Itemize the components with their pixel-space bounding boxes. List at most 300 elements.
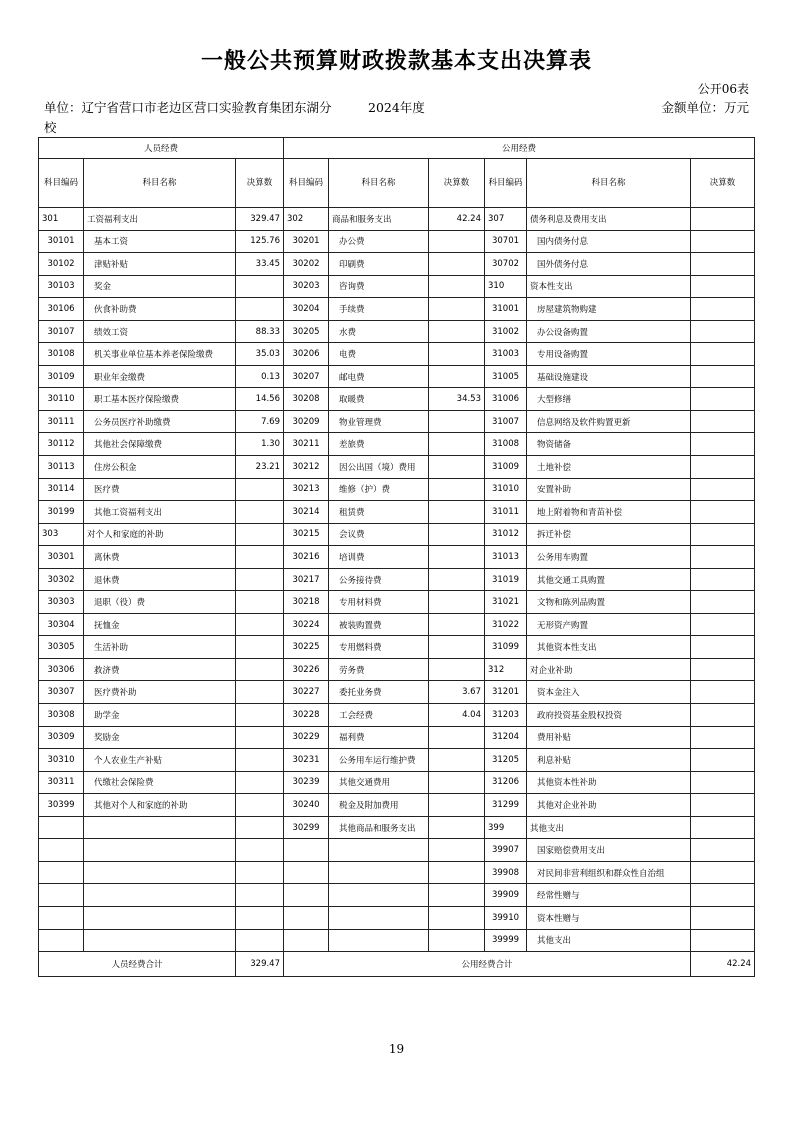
public-a-name-cell: 因公出国（境）费用 bbox=[329, 456, 429, 479]
public-a-code-cell: 30211 bbox=[284, 433, 329, 456]
public-a-code-cell: 30206 bbox=[284, 343, 329, 366]
public-a-name-cell: 专用燃料费 bbox=[329, 636, 429, 659]
personnel-name-cell bbox=[84, 884, 236, 907]
public-b-code-cell: 312 bbox=[485, 658, 527, 681]
public-b-amount-cell bbox=[691, 658, 755, 681]
personnel-code-cell: 30103 bbox=[39, 275, 84, 298]
public-a-name-cell: 其他交通费用 bbox=[329, 771, 429, 794]
public-a-code-cell: 30240 bbox=[284, 794, 329, 817]
personnel-name-cell: 工资福利支出 bbox=[84, 208, 236, 231]
public-a-amount-cell bbox=[429, 343, 485, 366]
personnel-name-cell: 其他社会保障缴费 bbox=[84, 433, 236, 456]
personnel-amount-cell: 125.76 bbox=[236, 230, 284, 253]
personnel-name-cell bbox=[84, 906, 236, 929]
reporting-unit: 单位：辽宁省营口市老边区营口实验教育集团东湖分校 bbox=[44, 100, 332, 135]
public-a-amount-cell bbox=[429, 365, 485, 388]
personnel-name-cell: 助学金 bbox=[84, 704, 236, 727]
public-a-name-cell bbox=[329, 861, 429, 884]
public-a-amount-cell: 34.53 bbox=[429, 388, 485, 411]
public-b-name-cell: 信息网络及软件购置更新 bbox=[527, 410, 691, 433]
public-b-code-cell: 39999 bbox=[485, 929, 527, 952]
public-b-amount-cell bbox=[691, 433, 755, 456]
personnel-code-cell: 30107 bbox=[39, 320, 84, 343]
public-b-amount-cell bbox=[691, 456, 755, 479]
personnel-amount-cell bbox=[236, 704, 284, 727]
public-a-amount-cell bbox=[429, 478, 485, 501]
personnel-total-amount: 329.47 bbox=[236, 952, 284, 977]
public-a-amount-cell: 42.24 bbox=[429, 208, 485, 231]
personnel-name-cell bbox=[84, 839, 236, 862]
header-name: 科目名称 bbox=[527, 159, 691, 208]
public-a-code-cell: 30201 bbox=[284, 230, 329, 253]
personnel-name-cell: 公务员医疗补助缴费 bbox=[84, 410, 236, 433]
table-row bbox=[39, 546, 755, 569]
public-b-name-cell: 其他支出 bbox=[527, 929, 691, 952]
personnel-code-cell: 30303 bbox=[39, 591, 84, 614]
table-row bbox=[39, 388, 755, 411]
public-a-amount-cell bbox=[429, 906, 485, 929]
public-b-name-cell: 其他支出 bbox=[527, 816, 691, 839]
public-a-amount-cell bbox=[429, 816, 485, 839]
public-a-name-cell: 咨询费 bbox=[329, 275, 429, 298]
personnel-name-cell: 津贴补贴 bbox=[84, 253, 236, 276]
header-name: 科目名称 bbox=[84, 159, 236, 208]
public-a-amount-cell bbox=[429, 410, 485, 433]
public-b-code-cell: 39910 bbox=[485, 906, 527, 929]
personnel-amount-cell bbox=[236, 523, 284, 546]
personnel-amount-cell bbox=[236, 658, 284, 681]
personnel-code-cell: 303 bbox=[39, 523, 84, 546]
public-b-code-cell: 31003 bbox=[485, 343, 527, 366]
public-a-name-cell: 差旅费 bbox=[329, 433, 429, 456]
personnel-name-cell: 绩效工资 bbox=[84, 320, 236, 343]
table-row bbox=[39, 343, 755, 366]
personnel-name-cell: 其他对个人和家庭的补助 bbox=[84, 794, 236, 817]
table-row bbox=[39, 456, 755, 479]
public-b-code-cell: 31022 bbox=[485, 613, 527, 636]
expenditure-table bbox=[38, 137, 755, 977]
personnel-amount-cell bbox=[236, 906, 284, 929]
public-a-code-cell: 30225 bbox=[284, 636, 329, 659]
public-a-name-cell: 劳务费 bbox=[329, 658, 429, 681]
public-a-amount-cell bbox=[429, 275, 485, 298]
public-a-amount-cell bbox=[429, 501, 485, 524]
public-b-amount-cell bbox=[691, 388, 755, 411]
public-b-code-cell: 31206 bbox=[485, 771, 527, 794]
table-row bbox=[39, 568, 755, 591]
personnel-amount-cell bbox=[236, 861, 284, 884]
public-b-name-cell: 房屋建筑物购建 bbox=[527, 298, 691, 321]
table-row bbox=[39, 591, 755, 614]
personnel-name-cell: 其他工资福利支出 bbox=[84, 501, 236, 524]
public-a-name-cell bbox=[329, 884, 429, 907]
public-b-name-cell: 其他资本性支出 bbox=[527, 636, 691, 659]
public-b-amount-cell bbox=[691, 726, 755, 749]
public-a-code-cell: 30202 bbox=[284, 253, 329, 276]
personnel-code-cell: 30311 bbox=[39, 771, 84, 794]
personnel-total-label: 人员经费合计 bbox=[39, 952, 236, 977]
table-row bbox=[39, 613, 755, 636]
personnel-code-cell: 30112 bbox=[39, 433, 84, 456]
public-b-code-cell: 31021 bbox=[485, 591, 527, 614]
public-b-amount-cell bbox=[691, 636, 755, 659]
public-a-name-cell: 租赁费 bbox=[329, 501, 429, 524]
personnel-amount-cell bbox=[236, 794, 284, 817]
header-code: 科目编码 bbox=[39, 159, 84, 208]
public-a-name-cell: 电费 bbox=[329, 343, 429, 366]
public-b-amount-cell bbox=[691, 343, 755, 366]
personnel-amount-cell: 35.03 bbox=[236, 343, 284, 366]
personnel-amount-cell bbox=[236, 636, 284, 659]
public-a-amount-cell bbox=[429, 253, 485, 276]
personnel-amount-cell: 23.21 bbox=[236, 456, 284, 479]
public-b-amount-cell bbox=[691, 771, 755, 794]
public-b-amount-cell bbox=[691, 546, 755, 569]
public-a-name-cell: 印刷费 bbox=[329, 253, 429, 276]
public-a-code-cell: 30208 bbox=[284, 388, 329, 411]
public-a-amount-cell bbox=[429, 839, 485, 862]
public-a-code-cell bbox=[284, 906, 329, 929]
column-header-row bbox=[39, 159, 755, 208]
table-row bbox=[39, 501, 755, 524]
section-header-row bbox=[39, 138, 755, 159]
public-b-name-cell: 物资储备 bbox=[527, 433, 691, 456]
public-b-amount-cell bbox=[691, 320, 755, 343]
personnel-name-cell: 奖金 bbox=[84, 275, 236, 298]
public-b-code-cell: 31205 bbox=[485, 749, 527, 772]
table-row bbox=[39, 658, 755, 681]
table-row bbox=[39, 253, 755, 276]
public-a-amount-cell bbox=[429, 591, 485, 614]
public-b-code-cell: 31099 bbox=[485, 636, 527, 659]
public-b-amount-cell bbox=[691, 906, 755, 929]
personnel-code-cell: 30301 bbox=[39, 546, 84, 569]
public-b-code-cell: 30702 bbox=[485, 253, 527, 276]
public-b-name-cell: 债务利息及费用支出 bbox=[527, 208, 691, 231]
public-a-name-cell: 其他商品和服务支出 bbox=[329, 816, 429, 839]
personnel-name-cell: 基本工资 bbox=[84, 230, 236, 253]
public-b-name-cell: 对民间非营利组织和群众性自治组 bbox=[527, 861, 691, 884]
personnel-name-cell: 离休费 bbox=[84, 546, 236, 569]
public-a-code-cell: 30215 bbox=[284, 523, 329, 546]
public-b-amount-cell bbox=[691, 839, 755, 862]
personnel-amount-cell bbox=[236, 839, 284, 862]
public-b-amount-cell bbox=[691, 275, 755, 298]
personnel-code-cell: 30102 bbox=[39, 253, 84, 276]
public-b-name-cell: 资本性支出 bbox=[527, 275, 691, 298]
personnel-code-cell bbox=[39, 929, 84, 952]
public-b-name-cell: 其他交通工具购置 bbox=[527, 568, 691, 591]
public-a-amount-cell bbox=[429, 320, 485, 343]
personnel-name-cell: 机关事业单位基本养老保险缴费 bbox=[84, 343, 236, 366]
public-a-code-cell: 302 bbox=[284, 208, 329, 231]
public-a-amount-cell: 4.04 bbox=[429, 704, 485, 727]
section-public: 公用经费 bbox=[284, 138, 755, 159]
public-a-name-cell: 物业管理费 bbox=[329, 410, 429, 433]
table-row bbox=[39, 794, 755, 817]
public-b-code-cell: 31007 bbox=[485, 410, 527, 433]
public-b-amount-cell bbox=[691, 208, 755, 231]
table-row bbox=[39, 681, 755, 704]
public-b-code-cell: 31203 bbox=[485, 704, 527, 727]
public-b-name-cell: 土地补偿 bbox=[527, 456, 691, 479]
table-row bbox=[39, 275, 755, 298]
personnel-code-cell: 30108 bbox=[39, 343, 84, 366]
personnel-amount-cell bbox=[236, 681, 284, 704]
personnel-code-cell bbox=[39, 861, 84, 884]
personnel-code-cell: 30110 bbox=[39, 388, 84, 411]
personnel-amount-cell: 329.47 bbox=[236, 208, 284, 231]
public-b-code-cell: 31201 bbox=[485, 681, 527, 704]
public-b-amount-cell bbox=[691, 568, 755, 591]
table-row bbox=[39, 816, 755, 839]
table-row bbox=[39, 726, 755, 749]
public-b-amount-cell bbox=[691, 861, 755, 884]
public-a-code-cell: 30214 bbox=[284, 501, 329, 524]
public-a-amount-cell bbox=[429, 456, 485, 479]
personnel-code-cell: 30109 bbox=[39, 365, 84, 388]
personnel-name-cell: 生活补助 bbox=[84, 636, 236, 659]
personnel-amount-cell bbox=[236, 546, 284, 569]
public-a-code-cell: 30216 bbox=[284, 546, 329, 569]
public-b-amount-cell bbox=[691, 613, 755, 636]
personnel-name-cell: 奖励金 bbox=[84, 726, 236, 749]
public-b-code-cell: 31012 bbox=[485, 523, 527, 546]
personnel-name-cell: 职业年金缴费 bbox=[84, 365, 236, 388]
table-row bbox=[39, 433, 755, 456]
public-a-amount-cell bbox=[429, 861, 485, 884]
personnel-amount-cell bbox=[236, 478, 284, 501]
personnel-amount-cell bbox=[236, 749, 284, 772]
public-a-name-cell: 被装购置费 bbox=[329, 613, 429, 636]
public-b-amount-cell bbox=[691, 794, 755, 817]
public-b-amount-cell bbox=[691, 704, 755, 727]
public-a-code-cell: 30203 bbox=[284, 275, 329, 298]
public-a-amount-cell bbox=[429, 929, 485, 952]
table-row bbox=[39, 298, 755, 321]
public-a-code-cell: 30213 bbox=[284, 478, 329, 501]
public-a-code-cell: 30218 bbox=[284, 591, 329, 614]
personnel-code-cell: 30305 bbox=[39, 636, 84, 659]
public-b-amount-cell bbox=[691, 884, 755, 907]
table-row bbox=[39, 884, 755, 907]
personnel-name-cell: 个人农业生产补贴 bbox=[84, 749, 236, 772]
public-a-name-cell: 商品和服务支出 bbox=[329, 208, 429, 231]
public-b-name-cell: 安置补助 bbox=[527, 478, 691, 501]
public-b-name-cell: 文物和陈列品购置 bbox=[527, 591, 691, 614]
public-a-name-cell: 专用材料费 bbox=[329, 591, 429, 614]
personnel-name-cell bbox=[84, 816, 236, 839]
public-b-name-cell: 国外债务付息 bbox=[527, 253, 691, 276]
public-b-amount-cell bbox=[691, 749, 755, 772]
public-a-amount-cell bbox=[429, 884, 485, 907]
public-b-name-cell: 公务用车购置 bbox=[527, 546, 691, 569]
public-b-amount-cell bbox=[691, 298, 755, 321]
public-b-amount-cell bbox=[691, 681, 755, 704]
table-row bbox=[39, 704, 755, 727]
personnel-code-cell bbox=[39, 816, 84, 839]
public-b-name-cell: 办公设备购置 bbox=[527, 320, 691, 343]
public-a-name-cell: 公务接待费 bbox=[329, 568, 429, 591]
personnel-amount-cell bbox=[236, 298, 284, 321]
public-b-amount-cell bbox=[691, 523, 755, 546]
personnel-name-cell: 住房公积金 bbox=[84, 456, 236, 479]
public-a-amount-cell bbox=[429, 636, 485, 659]
public-b-name-cell: 地上附着物和青苗补偿 bbox=[527, 501, 691, 524]
public-a-amount-cell bbox=[429, 726, 485, 749]
personnel-code-cell: 30302 bbox=[39, 568, 84, 591]
header-amount: 决算数 bbox=[429, 159, 485, 208]
public-b-code-cell: 31299 bbox=[485, 794, 527, 817]
public-b-code-cell: 310 bbox=[485, 275, 527, 298]
page-title: 一般公共预算财政拨款基本支出决算表 bbox=[200, 49, 592, 74]
public-b-code-cell: 39909 bbox=[485, 884, 527, 907]
public-b-amount-cell bbox=[691, 501, 755, 524]
public-b-amount-cell bbox=[691, 365, 755, 388]
personnel-code-cell: 30111 bbox=[39, 410, 84, 433]
public-a-name-cell: 委托业务费 bbox=[329, 681, 429, 704]
public-b-name-cell: 费用补贴 bbox=[527, 726, 691, 749]
personnel-amount-cell: 1.30 bbox=[236, 433, 284, 456]
public-a-name-cell bbox=[329, 906, 429, 929]
public-a-name-cell: 税金及附加费用 bbox=[329, 794, 429, 817]
public-total-amount: 42.24 bbox=[691, 952, 755, 977]
personnel-code-cell: 30306 bbox=[39, 658, 84, 681]
personnel-name-cell bbox=[84, 929, 236, 952]
public-a-code-cell: 30299 bbox=[284, 816, 329, 839]
personnel-amount-cell bbox=[236, 884, 284, 907]
public-b-code-cell: 31009 bbox=[485, 456, 527, 479]
public-b-code-cell: 31010 bbox=[485, 478, 527, 501]
public-a-name-cell: 维修（护）费 bbox=[329, 478, 429, 501]
form-number: 公开06表 bbox=[697, 82, 749, 96]
header-name: 科目名称 bbox=[329, 159, 429, 208]
public-a-amount-cell bbox=[429, 794, 485, 817]
personnel-name-cell: 退职（役）费 bbox=[84, 591, 236, 614]
public-a-code-cell: 30227 bbox=[284, 681, 329, 704]
public-a-name-cell: 工会经费 bbox=[329, 704, 429, 727]
public-a-name-cell: 手续费 bbox=[329, 298, 429, 321]
public-a-name-cell: 办公费 bbox=[329, 230, 429, 253]
public-b-name-cell: 基础设施建设 bbox=[527, 365, 691, 388]
public-b-code-cell: 39908 bbox=[485, 861, 527, 884]
personnel-code-cell: 30106 bbox=[39, 298, 84, 321]
table-row bbox=[39, 320, 755, 343]
personnel-amount-cell bbox=[236, 568, 284, 591]
public-a-code-cell bbox=[284, 839, 329, 862]
public-b-name-cell: 经常性赠与 bbox=[527, 884, 691, 907]
public-a-name-cell: 培训费 bbox=[329, 546, 429, 569]
public-b-amount-cell bbox=[691, 253, 755, 276]
public-b-name-cell: 国内债务付息 bbox=[527, 230, 691, 253]
personnel-name-cell: 救济费 bbox=[84, 658, 236, 681]
public-a-code-cell: 30239 bbox=[284, 771, 329, 794]
public-a-code-cell: 30205 bbox=[284, 320, 329, 343]
personnel-code-cell bbox=[39, 906, 84, 929]
public-a-code-cell bbox=[284, 861, 329, 884]
personnel-amount-cell: 0.13 bbox=[236, 365, 284, 388]
public-b-amount-cell bbox=[691, 816, 755, 839]
table-row bbox=[39, 906, 755, 929]
public-b-amount-cell bbox=[691, 410, 755, 433]
public-b-name-cell: 大型修缮 bbox=[527, 388, 691, 411]
public-b-amount-cell bbox=[691, 230, 755, 253]
public-a-code-cell: 30204 bbox=[284, 298, 329, 321]
public-a-amount-cell: 3.67 bbox=[429, 681, 485, 704]
personnel-code-cell: 30309 bbox=[39, 726, 84, 749]
personnel-name-cell: 对个人和家庭的补助 bbox=[84, 523, 236, 546]
table-row bbox=[39, 929, 755, 952]
public-b-amount-cell bbox=[691, 591, 755, 614]
table-row bbox=[39, 230, 755, 253]
personnel-code-cell: 30399 bbox=[39, 794, 84, 817]
report-year: 2024年度 bbox=[368, 100, 425, 115]
public-a-name-cell: 邮电费 bbox=[329, 365, 429, 388]
public-b-name-cell: 其他资本性补助 bbox=[527, 771, 691, 794]
public-b-name-cell: 政府投资基金股权投资 bbox=[527, 704, 691, 727]
public-b-name-cell: 对企业补助 bbox=[527, 658, 691, 681]
personnel-code-cell: 301 bbox=[39, 208, 84, 231]
public-b-code-cell: 30701 bbox=[485, 230, 527, 253]
public-b-amount-cell bbox=[691, 929, 755, 952]
personnel-code-cell: 30114 bbox=[39, 478, 84, 501]
public-a-amount-cell bbox=[429, 230, 485, 253]
personnel-code-cell: 30308 bbox=[39, 704, 84, 727]
public-a-name-cell bbox=[329, 839, 429, 862]
table-row bbox=[39, 365, 755, 388]
header-amount: 决算数 bbox=[236, 159, 284, 208]
personnel-amount-cell bbox=[236, 929, 284, 952]
personnel-name-cell: 伙食补助费 bbox=[84, 298, 236, 321]
public-a-amount-cell bbox=[429, 568, 485, 591]
personnel-code-cell bbox=[39, 884, 84, 907]
amount-unit: 金额单位：万元 bbox=[661, 100, 749, 115]
public-a-name-cell: 会议费 bbox=[329, 523, 429, 546]
table-row bbox=[39, 410, 755, 433]
table-row bbox=[39, 208, 755, 231]
table-row bbox=[39, 771, 755, 794]
public-a-code-cell: 30212 bbox=[284, 456, 329, 479]
public-b-code-cell: 31006 bbox=[485, 388, 527, 411]
public-b-name-cell: 其他对企业补助 bbox=[527, 794, 691, 817]
public-b-code-cell: 31204 bbox=[485, 726, 527, 749]
public-a-code-cell: 30207 bbox=[284, 365, 329, 388]
table-row bbox=[39, 839, 755, 862]
public-b-code-cell: 31013 bbox=[485, 546, 527, 569]
public-a-code-cell: 30229 bbox=[284, 726, 329, 749]
personnel-amount-cell bbox=[236, 613, 284, 636]
public-a-amount-cell bbox=[429, 749, 485, 772]
personnel-amount-cell bbox=[236, 591, 284, 614]
personnel-code-cell bbox=[39, 839, 84, 862]
public-a-name-cell: 水费 bbox=[329, 320, 429, 343]
public-b-code-cell: 31002 bbox=[485, 320, 527, 343]
personnel-amount-cell bbox=[236, 771, 284, 794]
personnel-code-cell: 30199 bbox=[39, 501, 84, 524]
personnel-name-cell: 代缴社会保险费 bbox=[84, 771, 236, 794]
public-a-amount-cell bbox=[429, 523, 485, 546]
public-a-code-cell: 30228 bbox=[284, 704, 329, 727]
public-b-name-cell: 资本性赠与 bbox=[527, 906, 691, 929]
public-b-code-cell: 31001 bbox=[485, 298, 527, 321]
section-personnel: 人员经费 bbox=[39, 138, 284, 159]
public-b-name-cell: 国家赔偿费用支出 bbox=[527, 839, 691, 862]
table-row bbox=[39, 523, 755, 546]
personnel-name-cell: 职工基本医疗保险缴费 bbox=[84, 388, 236, 411]
public-a-amount-cell bbox=[429, 546, 485, 569]
public-a-code-cell: 30217 bbox=[284, 568, 329, 591]
personnel-amount-cell: 88.33 bbox=[236, 320, 284, 343]
